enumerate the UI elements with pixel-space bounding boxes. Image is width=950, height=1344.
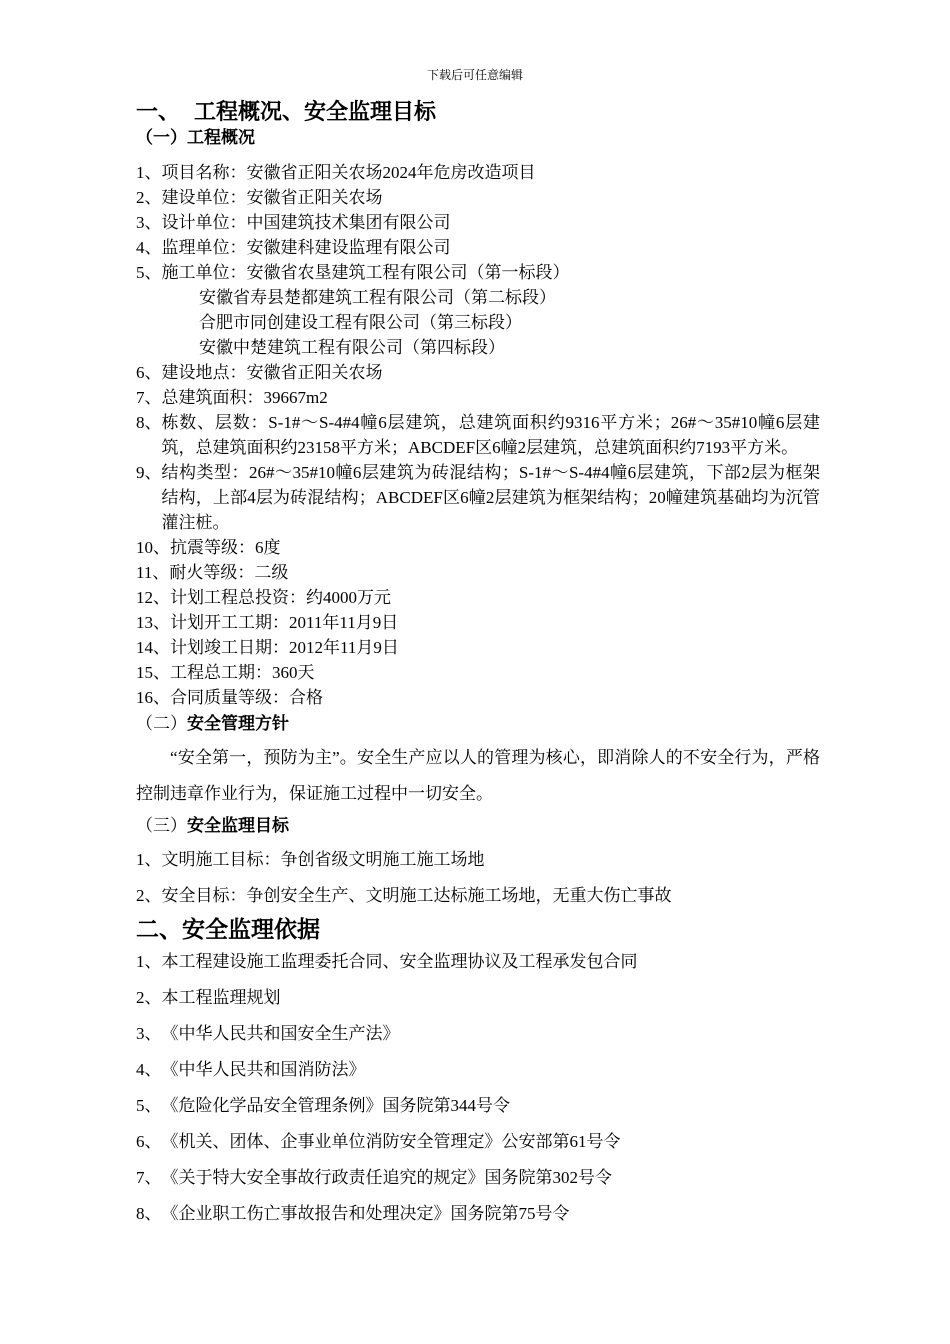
list-item-number: 11、 (136, 563, 170, 582)
list-item (136, 660, 820, 685)
section-1-heading (136, 98, 820, 126)
list-item-text: 《中华人民共和国安全生产法》 (161, 1024, 400, 1043)
list-item-text: 栋数、层数：S-1#～S-4#4幢6层建筑，总建筑面积约9316平方米；26#～35#10幢6层建筑，总建筑面积约23158平方米；ABCDEF区6幢2层建筑，总建筑面积约7193平方米。 (161, 413, 820, 457)
list-item-number: 4、 (136, 1060, 162, 1079)
goal-item (136, 842, 820, 878)
list-item-number: 3、 (136, 213, 162, 232)
subsection-2-title: 安全管理方针 (187, 714, 289, 733)
list-item-text: 《机关、团体、企事业单位消防安全管理定》公安部第61号令 (161, 1132, 621, 1151)
list-item (136, 360, 820, 385)
basis-list (136, 944, 820, 1232)
subsection-3-title: 安全监理目标 (187, 816, 289, 835)
list-item-text: 安全目标：争创安全生产、文明施工达标施工场地，无重大伤亡事故 (161, 886, 672, 905)
list-item-number: 16、 (136, 688, 170, 707)
list-item (136, 410, 820, 460)
list-item-number: 3、 (136, 1024, 162, 1043)
list-item (136, 560, 820, 585)
safety-policy-paragraph: “安全第一，预防为主”。安全生产应以人的管理为核心，即消除人的不安全行为，严格控制违章作业行为，保证施工过程中一切安全。 (136, 748, 820, 803)
list-item-number: 1、 (136, 850, 162, 869)
list-item (136, 260, 820, 285)
list-item-text: 项目名称：安徽省正阳关农场2024年危房改造项目 (161, 163, 536, 182)
list-item-text: 计划工程总投资：约4000万元 (170, 588, 391, 607)
list-item-number: 4、 (136, 238, 162, 257)
list-item-text: 《关于特大安全事故行政责任追究的规定》国务院第302号令 (161, 1168, 612, 1187)
contractor-line: 安徽中楚建筑工程有限公司（第四标段） (199, 338, 505, 357)
list-item-number: 5、 (136, 1096, 162, 1115)
list-item-number: 7、 (136, 388, 162, 407)
list-item-text: 本工程建设施工监理委托合同、安全监理协议及工程承发包合同 (161, 952, 638, 971)
basis-item (136, 1052, 820, 1088)
contractor-list (136, 285, 820, 360)
section-1-title: 工程概况、安全监理目标 (194, 99, 437, 124)
contractor-line: 安徽省寿县楚都建筑工程有限公司（第二标段） (199, 288, 556, 307)
list-item-text: 文明施工目标：争创省级文明施工施工场地 (161, 850, 485, 869)
list-item (136, 235, 820, 260)
list-item-number: 15、 (136, 663, 170, 682)
list-item-text: 本工程监理规划 (161, 988, 281, 1007)
list-item-number: 14、 (136, 638, 170, 657)
subsection-1-heading: （一）工程概况 (136, 128, 255, 147)
list-item-number: 1、 (136, 163, 162, 182)
list-item (136, 585, 820, 610)
list-item-number: 9、 (136, 463, 162, 482)
basis-item (136, 1160, 820, 1196)
subsection-2-heading (136, 712, 820, 736)
list-item-number: 13、 (136, 613, 170, 632)
list-item-text: 工程总工期：360天 (170, 663, 315, 682)
list-item (136, 635, 820, 660)
list-item-number: 5、 (136, 263, 162, 282)
list-item (136, 160, 820, 185)
basis-item (136, 1196, 820, 1232)
list-item-number: 1、 (136, 952, 162, 971)
contractor-line: 合肥市同创建设工程有限公司（第三标段） (199, 313, 522, 332)
subsection-2-number: （二） (136, 714, 187, 733)
list-item-text: 合同质量等级：合格 (170, 688, 323, 707)
list-item-number: 6、 (136, 1132, 162, 1151)
section-1-number: 一、 (136, 99, 181, 124)
basis-item (136, 980, 820, 1016)
overview-list (136, 160, 820, 285)
overview-list-continued (136, 360, 820, 710)
list-item-text: 耐火等级：二级 (169, 563, 289, 582)
list-item-text: 计划开工工期：2011年11月9日 (170, 613, 399, 632)
page-header: 下载后可任意编辑 (426, 68, 523, 82)
list-item (136, 385, 820, 410)
list-item-text: 总建筑面积：39667m2 (161, 388, 328, 407)
document-body (136, 98, 820, 1232)
list-item-number: 2、 (136, 188, 162, 207)
list-item-text: 建设单位：安徽省正阳关农场 (161, 188, 383, 207)
list-item (136, 210, 820, 235)
list-item-number: 7、 (136, 1168, 162, 1187)
list-item-number: 8、 (136, 413, 162, 432)
list-item-text: 《危险化学品安全管理条例》国务院第344号令 (161, 1096, 510, 1115)
list-item-text: 计划竣工日期：2012年11月9日 (170, 638, 399, 657)
subsection-3-number: （三） (136, 816, 187, 835)
basis-item (136, 944, 820, 980)
list-item-text: 抗震等级：6度 (170, 538, 281, 557)
list-item (136, 185, 820, 210)
list-item (136, 685, 820, 710)
list-item-number: 8、 (136, 1204, 162, 1223)
list-item-text: 设计单位：中国建筑技术集团有限公司 (161, 213, 451, 232)
list-item-number: 12、 (136, 588, 170, 607)
goals-list (136, 842, 820, 914)
list-item (136, 610, 820, 635)
list-item-number: 10、 (136, 538, 170, 557)
list-item-number: 2、 (136, 886, 162, 905)
basis-item (136, 1088, 820, 1124)
subsection-3-heading (136, 814, 820, 838)
list-item-number: 6、 (136, 363, 162, 382)
basis-item (136, 1124, 820, 1160)
list-item-text: 监理单位：安徽建科建设监理有限公司 (161, 238, 451, 257)
goal-item (136, 878, 820, 914)
list-item-text: 《企业职工伤亡事故报告和处理决定》国务院第75号令 (161, 1204, 570, 1223)
basis-item (136, 1016, 820, 1052)
list-item (136, 460, 820, 535)
list-item-number: 2、 (136, 988, 162, 1007)
section-2-heading: 二、安全监理依据 (136, 916, 320, 942)
list-item-text: 《中华人民共和国消防法》 (161, 1060, 366, 1079)
list-item-text: 建设地点：安徽省正阳关农场 (161, 363, 383, 382)
list-item-text: 施工单位：安徽省农垦建筑工程有限公司（第一标段） (161, 263, 570, 282)
list-item-text: 结构类型：26#～35#10幢6层建筑为砖混结构；S-1#～S-4#4幢6层建筑，下部2层为框架结构，上部4层为砖混结构；ABCDEF区6幢2层建筑为框架结构；20幢建筑基础均为沉管灌注桩。 (161, 463, 820, 532)
list-item (136, 535, 820, 560)
